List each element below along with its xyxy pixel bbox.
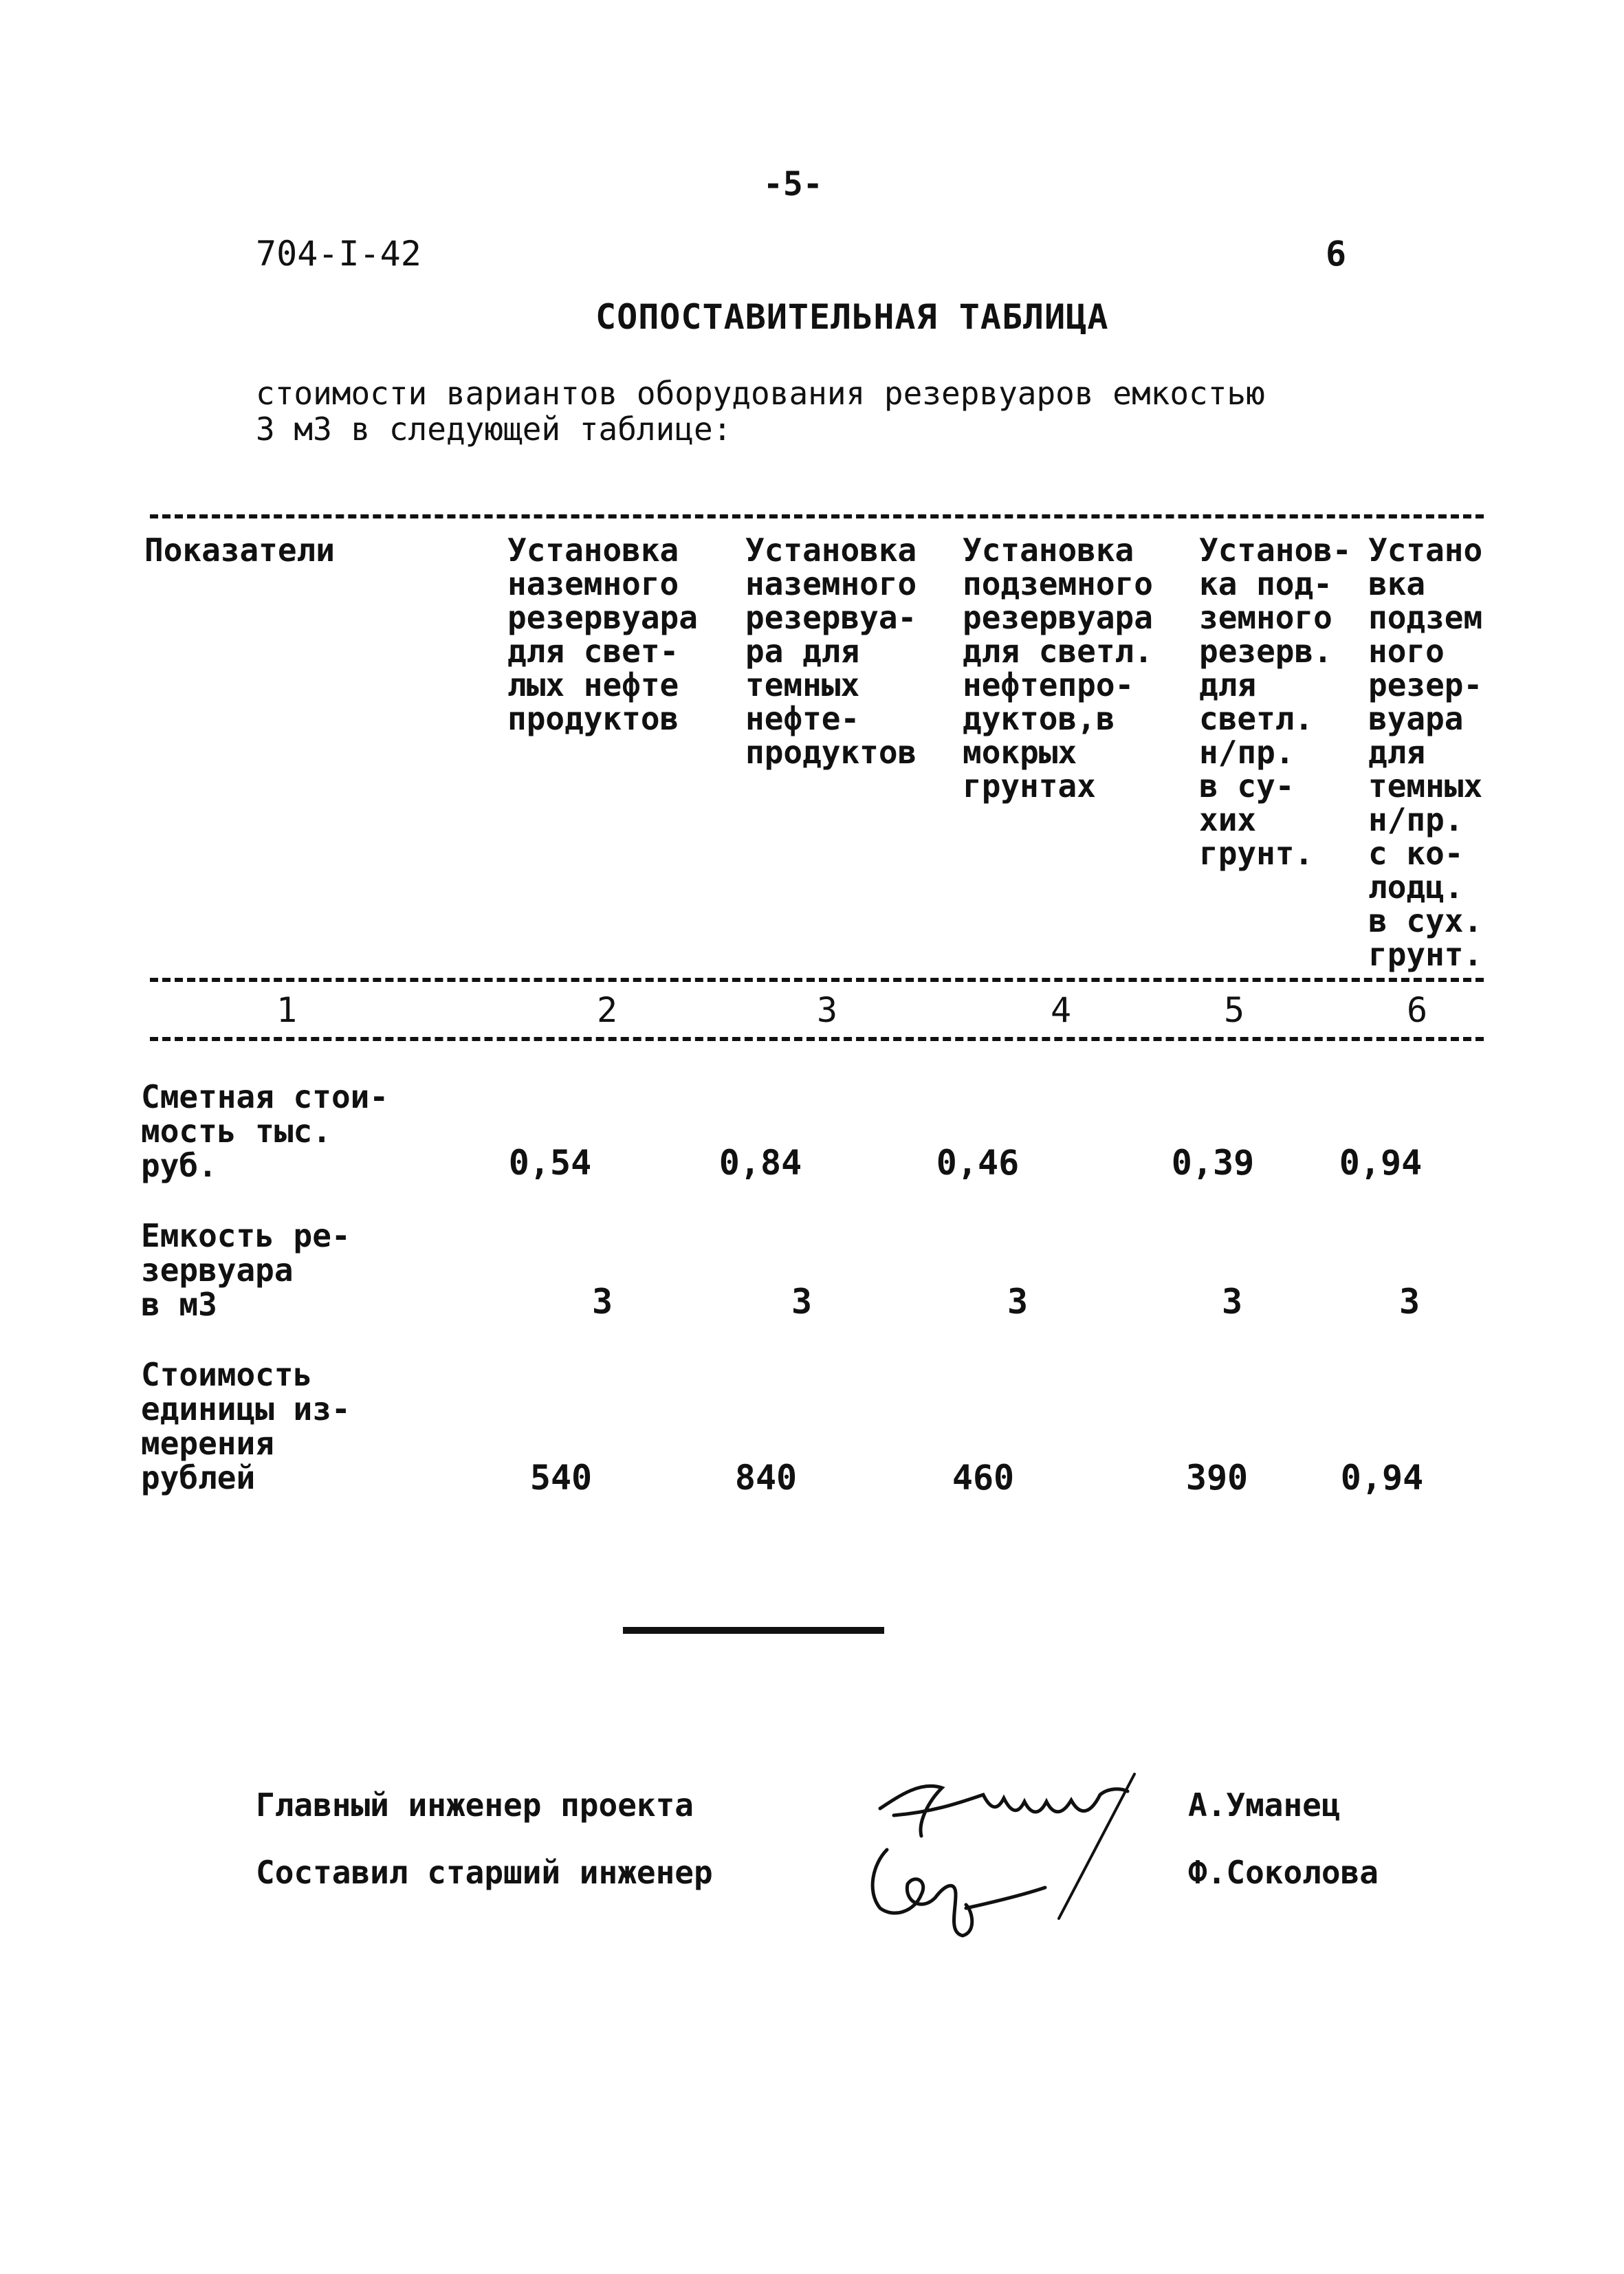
signature-stroke-slash (1059, 1774, 1134, 1918)
table-subtitle (256, 375, 1265, 447)
header-col-6 (1368, 534, 1482, 972)
handwritten-signatures (853, 1747, 1183, 1953)
table-cell: 0,94 (1340, 1458, 1424, 1498)
row-label-line: руб. (141, 1147, 217, 1184)
table-cell: 3 (1221, 1282, 1243, 1322)
table-cell: 0,84 (718, 1143, 802, 1183)
signature-title-2: Составил старший инженер (256, 1854, 713, 1891)
column-number: 5 (1224, 990, 1245, 1030)
header-col-5-line: для (1199, 666, 1257, 703)
header-col-6-line: для (1368, 734, 1426, 771)
header-col-5-line: земного (1199, 599, 1332, 636)
header-col-4-line: дуктов,в (963, 700, 1115, 737)
subtitle-line-1: стоимости вариантов оборудования резервуаров емкостью (256, 375, 1265, 412)
subtitle-line-2: 3 м3 в следующей таблице: (256, 411, 732, 448)
header-col-5-line: светл. (1199, 700, 1314, 737)
header-col-4-line: грунтах (963, 767, 1096, 805)
table-cell: 390 (1185, 1458, 1249, 1498)
sheet-number: 6 (1326, 234, 1347, 274)
header-col-6-line: лодц. (1368, 868, 1464, 906)
header-col-2-line: для свет- (507, 633, 679, 670)
header-col-4-line: мокрых (963, 734, 1077, 771)
header-col-6-line: темных (1368, 767, 1483, 805)
header-col-3-line: нефте- (745, 700, 860, 737)
table-cell: 0,39 (1171, 1143, 1255, 1183)
column-number: 6 (1407, 990, 1428, 1030)
row-label-line: мость тыс. (141, 1113, 331, 1150)
header-col-4-line: Установка (963, 532, 1134, 569)
header-col-3-line: наземного (745, 565, 917, 602)
header-col-2-line: наземного (507, 565, 679, 602)
header-col-3 (745, 534, 917, 769)
header-col-1-line: Показатели (144, 532, 335, 569)
column-number-rule (150, 1037, 1484, 1041)
header-col-6-line: с ко- (1368, 835, 1464, 872)
column-number: 2 (597, 990, 618, 1030)
header-col-3-line: резервуа- (745, 599, 917, 636)
header-col-2-line: резервуара (507, 599, 698, 636)
header-col-6-line: в сух. (1368, 902, 1483, 939)
table-cell: 3 (591, 1282, 613, 1322)
header-col-5-line: ка под- (1199, 565, 1332, 602)
column-number: 1 (276, 990, 298, 1030)
row-label-line: Емкость ре- (141, 1217, 351, 1254)
header-col-6-line: Устано (1368, 532, 1483, 569)
header-col-5-line: в су- (1199, 767, 1295, 805)
table-cell: 3 (1007, 1282, 1029, 1322)
end-of-table-line (623, 1627, 884, 1634)
header-col-6-line: ного (1368, 633, 1445, 670)
table-cell: 540 (529, 1458, 593, 1498)
table-cell: 3 (791, 1282, 813, 1322)
header-col-2-line: продуктов (507, 700, 679, 737)
header-col-6-line: вуара (1368, 700, 1464, 737)
header-col-4-line: подземного (963, 565, 1153, 602)
header-col-2-line: лых нефте (507, 666, 679, 703)
header-col-2-line: Установка (507, 532, 679, 569)
header-col-3-line: Установка (745, 532, 917, 569)
table-title: СОПОСТАВИТЕЛЬНАЯ ТАБЛИЦА (595, 297, 1109, 337)
row-label-line: Стоимость (141, 1356, 313, 1393)
row-label (141, 1357, 351, 1495)
row-label-line: мерения (141, 1425, 274, 1462)
header-col-6-line: н/пр. (1368, 801, 1464, 838)
document-code: 704-I-42 (256, 234, 421, 274)
header-col-4-line: резервуара (963, 599, 1153, 636)
table-cell: 3 (1398, 1282, 1420, 1322)
header-col-5-line: н/пр. (1199, 734, 1295, 771)
table-cell: 840 (734, 1458, 798, 1498)
header-col-4 (963, 534, 1153, 803)
row-label (141, 1218, 351, 1322)
table-top-rule (150, 514, 1484, 518)
column-number: 3 (817, 990, 838, 1030)
table-cell: 0,46 (936, 1143, 1020, 1183)
header-col-6-line: резер- (1368, 666, 1483, 703)
header-col-5-line: Установ- (1199, 532, 1352, 569)
header-col-5-line: хих (1199, 801, 1257, 838)
header-col-3-line: темных (745, 666, 860, 703)
header-col-5-line: грунт. (1199, 835, 1314, 872)
table-cell: 460 (952, 1458, 1015, 1498)
signature-stroke-2 (873, 1850, 1045, 1936)
row-label-line: Сметная стои- (141, 1078, 389, 1115)
header-col-6-line: вка (1368, 565, 1426, 602)
header-col-5 (1199, 534, 1352, 871)
row-label-line: рублей (141, 1459, 256, 1496)
signature-name-1: А.Уманец (1188, 1786, 1341, 1824)
signature-stroke-1 (880, 1786, 1128, 1836)
row-label-line: зервуара (141, 1251, 294, 1289)
header-bottom-rule (150, 978, 1484, 982)
table-cell: 0,94 (1339, 1143, 1423, 1183)
header-col-4-line: нефтепро- (963, 666, 1134, 703)
row-label-line: в м3 (141, 1286, 217, 1323)
header-col-6-line: подзем (1368, 599, 1483, 636)
header-col-4-line: для светл. (963, 633, 1153, 670)
signature-name-2: Ф.Соколова (1188, 1854, 1379, 1891)
header-col-3-line: продуктов (745, 734, 917, 771)
page-number: -5- (763, 165, 823, 204)
signature-title-1: Главный инженер проекта (256, 1786, 694, 1824)
header-col-6-line: грунт. (1368, 936, 1483, 973)
column-number: 4 (1051, 990, 1072, 1030)
row-label-line: единицы из- (141, 1390, 351, 1428)
table-cell: 0,54 (508, 1143, 592, 1183)
header-col-2 (507, 534, 698, 736)
header-col-1 (144, 534, 335, 567)
header-col-5-line: резерв. (1199, 633, 1332, 670)
header-col-3-line: ра для (745, 633, 860, 670)
row-label (141, 1080, 388, 1183)
